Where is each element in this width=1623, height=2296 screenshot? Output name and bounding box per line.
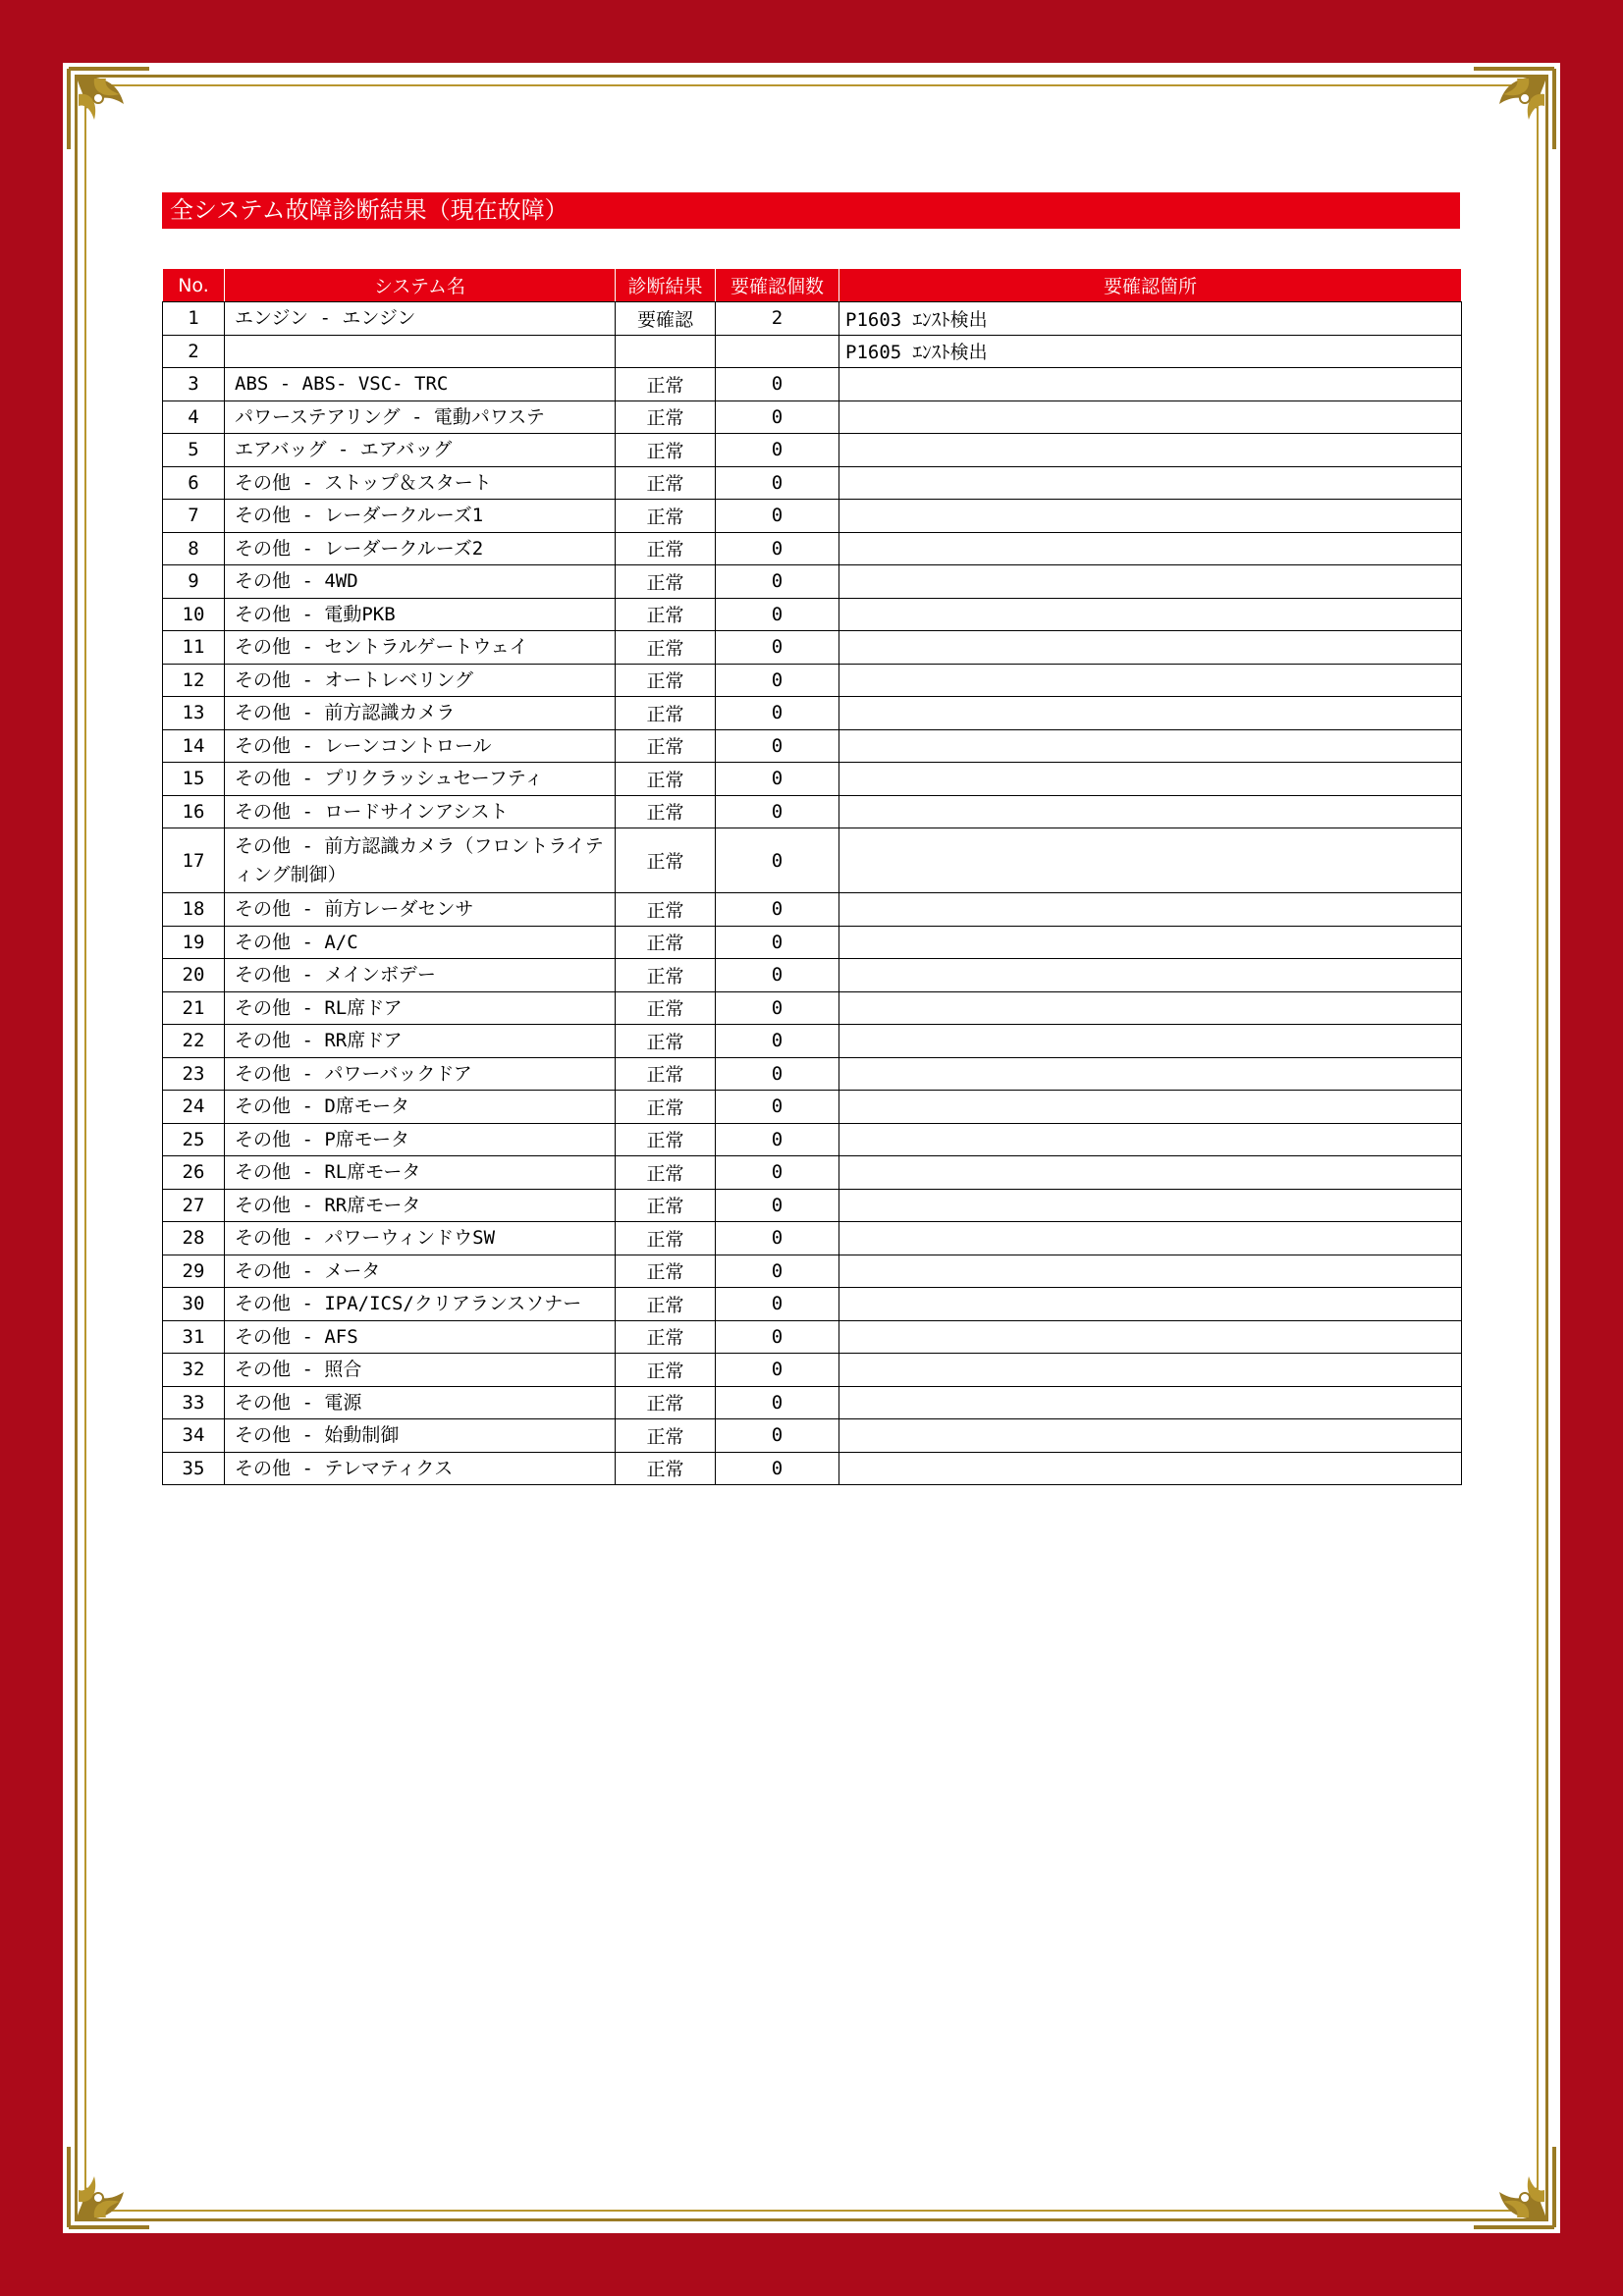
- cell-result: 正常: [616, 795, 716, 828]
- cell-result: 正常: [616, 631, 716, 665]
- cell-count: 0: [716, 466, 839, 500]
- cell-result: 正常: [616, 466, 716, 500]
- cell-count: 0: [716, 368, 839, 401]
- cell-result: 正常: [616, 565, 716, 599]
- cell-system-name: その他 - プリクラッシュセーフティ: [225, 763, 616, 796]
- cell-location: [839, 400, 1462, 434]
- cell-location: [839, 763, 1462, 796]
- cell-result: 正常: [616, 1354, 716, 1387]
- table-row: [163, 828, 1462, 893]
- table-row: [163, 926, 1462, 959]
- table-row: [163, 1386, 1462, 1419]
- table-row: [163, 368, 1462, 401]
- cell-result: [616, 335, 716, 368]
- cell-location: [839, 729, 1462, 763]
- cell-no: 7: [163, 500, 225, 533]
- cell-system-name: その他 - レーンコントロール: [225, 729, 616, 763]
- cell-system-name: その他 - メータ: [225, 1255, 616, 1288]
- cell-result: 正常: [616, 434, 716, 467]
- cell-no: 6: [163, 466, 225, 500]
- cell-system-name: その他 - 電動PKB: [225, 598, 616, 631]
- cell-count: 0: [716, 532, 839, 565]
- cell-location: [839, 991, 1462, 1025]
- cell-no: 28: [163, 1222, 225, 1255]
- cell-no: 1: [163, 302, 225, 336]
- cell-count: 0: [716, 1123, 839, 1156]
- report-title: 全システム故障診断結果（現在故障）: [162, 192, 1460, 229]
- cell-count: 0: [716, 1189, 839, 1222]
- table-row: [163, 565, 1462, 599]
- table-row: [163, 500, 1462, 533]
- cell-count: 0: [716, 631, 839, 665]
- cell-no: 33: [163, 1386, 225, 1419]
- cell-result: 正常: [616, 893, 716, 927]
- cell-count: 0: [716, 1091, 839, 1124]
- table-row: [163, 664, 1462, 697]
- table-row: [163, 1123, 1462, 1156]
- cell-location: [839, 1222, 1462, 1255]
- table-row: [163, 1156, 1462, 1190]
- cell-system-name: その他 - 4WD: [225, 565, 616, 599]
- cell-count: 0: [716, 1386, 839, 1419]
- cell-no: 2: [163, 335, 225, 368]
- cell-no: 15: [163, 763, 225, 796]
- cell-system-name: エアバッグ - エアバッグ: [225, 434, 616, 467]
- cell-system-name: その他 - RL席モータ: [225, 1156, 616, 1190]
- cell-count: 0: [716, 500, 839, 533]
- cell-result: 正常: [616, 729, 716, 763]
- cell-count: [716, 335, 839, 368]
- table-row: [163, 302, 1462, 336]
- cell-count: 0: [716, 1255, 839, 1288]
- cell-no: 24: [163, 1091, 225, 1124]
- cell-system-name: その他 - レーダークルーズ1: [225, 500, 616, 533]
- cell-location: [839, 1452, 1462, 1485]
- cell-count: 2: [716, 302, 839, 336]
- cell-result: 正常: [616, 959, 716, 992]
- cell-system-name: その他 - パワーバックドア: [225, 1057, 616, 1091]
- cell-result: 正常: [616, 532, 716, 565]
- cell-system-name: その他 - テレマティクス: [225, 1452, 616, 1485]
- cell-count: 0: [716, 1222, 839, 1255]
- cell-location: [839, 532, 1462, 565]
- cell-system-name: その他 - メインボデー: [225, 959, 616, 992]
- cell-count: 0: [716, 1354, 839, 1387]
- cell-location: [839, 1386, 1462, 1419]
- cell-no: 31: [163, 1320, 225, 1354]
- table-row: [163, 1255, 1462, 1288]
- cell-location: [839, 828, 1462, 893]
- cell-location: [839, 368, 1462, 401]
- table-row: [163, 729, 1462, 763]
- cell-system-name: その他 - ロードサインアシスト: [225, 795, 616, 828]
- cell-system-name: その他 - パワーウィンドウSW: [225, 1222, 616, 1255]
- cell-count: 0: [716, 434, 839, 467]
- cell-location: [839, 1419, 1462, 1453]
- cell-result: 正常: [616, 1025, 716, 1058]
- cell-location: [839, 1025, 1462, 1058]
- table-row: [163, 466, 1462, 500]
- table-row: [163, 1452, 1462, 1485]
- cell-count: 0: [716, 795, 839, 828]
- column-header-result: 診断結果: [616, 269, 716, 302]
- cell-result: 正常: [616, 400, 716, 434]
- cell-result: 正常: [616, 1288, 716, 1321]
- cell-result: 正常: [616, 1255, 716, 1288]
- table-row: [163, 631, 1462, 665]
- cell-no: 12: [163, 664, 225, 697]
- cell-location: [839, 1123, 1462, 1156]
- table-row: [163, 434, 1462, 467]
- ornament-corner-icon: [65, 65, 153, 153]
- cell-system-name: その他 - P席モータ: [225, 1123, 616, 1156]
- cell-system-name: その他 - AFS: [225, 1320, 616, 1354]
- cell-location: [839, 1354, 1462, 1387]
- cell-system-name: その他 - オートレベリング: [225, 664, 616, 697]
- table-row: [163, 763, 1462, 796]
- cell-no: 14: [163, 729, 225, 763]
- ornament-corner-icon: [65, 2143, 153, 2231]
- cell-location: [839, 631, 1462, 665]
- table-header-row: [163, 269, 1462, 302]
- cell-count: 0: [716, 1419, 839, 1453]
- cell-count: 0: [716, 1320, 839, 1354]
- cell-result: 正常: [616, 1091, 716, 1124]
- cell-no: 3: [163, 368, 225, 401]
- cell-location: [839, 697, 1462, 730]
- cell-no: 11: [163, 631, 225, 665]
- cell-count: 0: [716, 565, 839, 599]
- table-row: [163, 1025, 1462, 1058]
- cell-location: [839, 959, 1462, 992]
- cell-result: 正常: [616, 763, 716, 796]
- cell-no: 34: [163, 1419, 225, 1453]
- cell-system-name: その他 - 照合: [225, 1354, 616, 1387]
- cell-result: 正常: [616, 1156, 716, 1190]
- cell-system-name: その他 - レーダークルーズ2: [225, 532, 616, 565]
- table-row: [163, 532, 1462, 565]
- table-row: [163, 1320, 1462, 1354]
- cell-no: 4: [163, 400, 225, 434]
- cell-no: 10: [163, 598, 225, 631]
- cell-no: 27: [163, 1189, 225, 1222]
- cell-no: 5: [163, 434, 225, 467]
- cell-count: 0: [716, 729, 839, 763]
- cell-no: 13: [163, 697, 225, 730]
- cell-count: 0: [716, 991, 839, 1025]
- cell-result: 正常: [616, 697, 716, 730]
- cell-location: P1605 ｴﾝｽﾄ検出: [839, 335, 1462, 368]
- cell-no: 30: [163, 1288, 225, 1321]
- cell-count: 0: [716, 959, 839, 992]
- cell-count: 0: [716, 1057, 839, 1091]
- cell-system-name: その他 - RR席モータ: [225, 1189, 616, 1222]
- cell-system-name: その他 - RR席ドア: [225, 1025, 616, 1058]
- cell-location: [839, 1189, 1462, 1222]
- cell-system-name: その他 - セントラルゲートウェイ: [225, 631, 616, 665]
- cell-result: 正常: [616, 926, 716, 959]
- cell-location: [839, 664, 1462, 697]
- cell-result: 正常: [616, 991, 716, 1025]
- cell-location: [839, 795, 1462, 828]
- cell-no: 8: [163, 532, 225, 565]
- cell-location: [839, 434, 1462, 467]
- table-row: [163, 1189, 1462, 1222]
- table-row: [163, 1419, 1462, 1453]
- cell-result: 正常: [616, 1123, 716, 1156]
- cell-count: 0: [716, 1288, 839, 1321]
- cell-result: 正常: [616, 1386, 716, 1419]
- table-row: [163, 598, 1462, 631]
- column-header-location: 要確認箇所: [839, 269, 1462, 302]
- column-header-system: システム名: [225, 269, 616, 302]
- cell-system-name: その他 - A/C: [225, 926, 616, 959]
- cell-system-name: その他 - 前方認識カメラ: [225, 697, 616, 730]
- cell-result: 正常: [616, 1222, 716, 1255]
- cell-count: 0: [716, 926, 839, 959]
- table-row: [163, 1288, 1462, 1321]
- cell-system-name: パワーステアリング - 電動パワステ: [225, 400, 616, 434]
- cell-system-name: その他 - RL席ドア: [225, 991, 616, 1025]
- cell-system-name: その他 - D席モータ: [225, 1091, 616, 1124]
- table-row: [163, 1091, 1462, 1124]
- table-row: [163, 1222, 1462, 1255]
- cell-count: 0: [716, 893, 839, 927]
- cell-system-name: その他 - 電源: [225, 1386, 616, 1419]
- cell-count: 0: [716, 763, 839, 796]
- cell-location: [839, 598, 1462, 631]
- cell-location: [839, 466, 1462, 500]
- cell-result: 正常: [616, 1320, 716, 1354]
- table-row: [163, 335, 1462, 368]
- cell-count: 0: [716, 1452, 839, 1485]
- cell-count: 0: [716, 1156, 839, 1190]
- cell-result: 正常: [616, 1419, 716, 1453]
- cell-result: 正常: [616, 368, 716, 401]
- cell-no: 20: [163, 959, 225, 992]
- cell-location: [839, 565, 1462, 599]
- cell-no: 17: [163, 828, 225, 893]
- table-row: [163, 1057, 1462, 1091]
- diagnosis-table: [162, 268, 1462, 1485]
- cell-no: 21: [163, 991, 225, 1025]
- table-row: [163, 991, 1462, 1025]
- column-header-no: No.: [163, 269, 225, 302]
- cell-count: 0: [716, 828, 839, 893]
- cell-no: 35: [163, 1452, 225, 1485]
- cell-no: 18: [163, 893, 225, 927]
- cell-result: 正常: [616, 1189, 716, 1222]
- cell-location: P1603 ｴﾝｽﾄ検出: [839, 302, 1462, 336]
- cell-no: 9: [163, 565, 225, 599]
- cell-result: 正常: [616, 828, 716, 893]
- cell-system-name: エンジン - エンジン: [225, 302, 616, 336]
- cell-count: 0: [716, 400, 839, 434]
- cell-system-name: その他 - ストップ＆スタート: [225, 466, 616, 500]
- cell-location: [839, 893, 1462, 927]
- cell-count: 0: [716, 697, 839, 730]
- cell-no: 32: [163, 1354, 225, 1387]
- cell-count: 0: [716, 598, 839, 631]
- table-row: [163, 1354, 1462, 1387]
- table-row: [163, 697, 1462, 730]
- cell-location: [839, 1288, 1462, 1321]
- cell-no: 22: [163, 1025, 225, 1058]
- cell-location: [839, 1156, 1462, 1190]
- cell-no: 29: [163, 1255, 225, 1288]
- cell-location: [839, 500, 1462, 533]
- cell-no: 23: [163, 1057, 225, 1091]
- cell-system-name: ABS - ABS- VSC- TRC: [225, 368, 616, 401]
- column-header-count: 要確認個数: [716, 269, 839, 302]
- cell-result: 正常: [616, 1057, 716, 1091]
- cell-system-name: その他 - IPA/ICS/クリアランスソナー: [225, 1288, 616, 1321]
- cell-no: 16: [163, 795, 225, 828]
- cell-system-name: その他 - 前方認識カメラ（フロントライティング制御）: [225, 828, 616, 893]
- cell-location: [839, 926, 1462, 959]
- cell-result: 要確認: [616, 302, 716, 336]
- ornament-corner-icon: [1470, 2143, 1558, 2231]
- cell-system-name: [225, 335, 616, 368]
- cell-no: 19: [163, 926, 225, 959]
- table-row: [163, 400, 1462, 434]
- cell-result: 正常: [616, 598, 716, 631]
- cell-count: 0: [716, 1025, 839, 1058]
- cell-location: [839, 1320, 1462, 1354]
- cell-location: [839, 1057, 1462, 1091]
- cell-location: [839, 1091, 1462, 1124]
- cell-system-name: その他 - 始動制御: [225, 1419, 616, 1453]
- table-row: [163, 959, 1462, 992]
- table-row: [163, 893, 1462, 927]
- ornament-corner-icon: [1470, 65, 1558, 153]
- cell-location: [839, 1255, 1462, 1288]
- cell-system-name: その他 - 前方レーダセンサ: [225, 893, 616, 927]
- cell-no: 25: [163, 1123, 225, 1156]
- table-row: [163, 795, 1462, 828]
- cell-result: 正常: [616, 664, 716, 697]
- cell-no: 26: [163, 1156, 225, 1190]
- cell-result: 正常: [616, 1452, 716, 1485]
- cell-count: 0: [716, 664, 839, 697]
- cell-result: 正常: [616, 500, 716, 533]
